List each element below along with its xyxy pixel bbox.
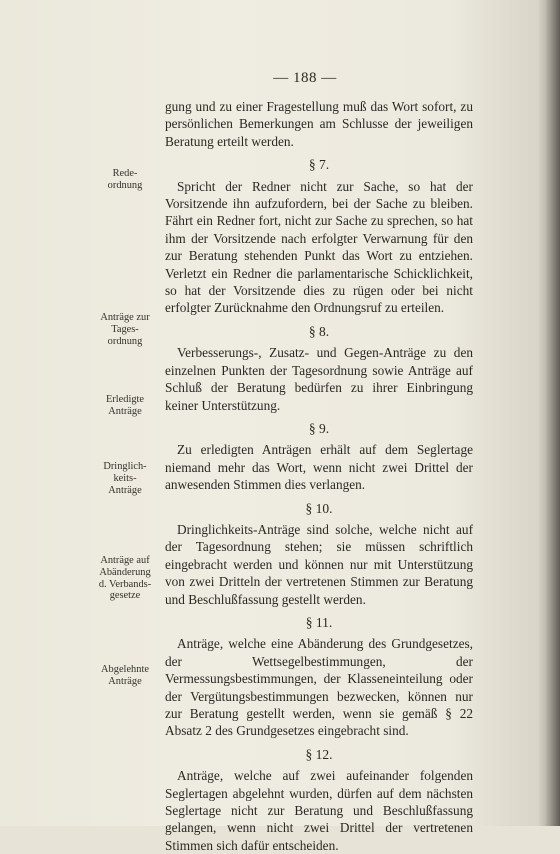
section-heading: § 11. [305, 614, 333, 630]
margin-note-dringlichkeits-antraege: Dringlich- keits- Anträge [103, 461, 147, 496]
section-paragraph: Anträge, welche eine Abänderung des Grundgesetzes, der Wettsegelbestimmungen, der Vermessungsbestimmungen, der Klasseneinteilung oder der Vergütungsbestimmungen bezwecken, können nur zur Beratung gestellt werden, wenn sie gemäß § 22 Absatz 2 des Grundgesetzes eingebracht sind. [165, 636, 473, 739]
section-heading: § 8. [308, 323, 330, 339]
section-paragraph: Spricht der Redner nicht zur Sache, so hat der Vorsitzende ihn aufzufordern, bei der Sache zu bleiben. Fährt ein Redner fort, nicht zur Sache zu sprechen, so hat ihm der Vorsitzende nach erfolgter Verwarnung für den zur Beratung stehenden Punkt das Wort zu entziehen. Verletzt ein Redner die parlamentarische Schicklichkeit, so hat der Vorsitzende dies zu rügen oder bei nicht erfolgter Zurücknahme den Ordnungsruf zu erteilen. [165, 178, 473, 316]
margin-note-rede-ordnung: Rede- ordnung [107, 168, 143, 191]
margin-note-abgelehnte-antraege: Abgelehnte Anträge [101, 664, 149, 687]
section-heading: § 9. [308, 420, 330, 436]
section-heading: § 12. [305, 746, 333, 762]
section-heading: § 7. [308, 157, 330, 173]
section-heading: § 10. [305, 500, 333, 516]
margin-note-antraege-tagesordnung: Anträge zur Tages- ordnung [100, 312, 150, 347]
section-paragraph: Dringlichkeits-Anträge sind solche, welche nicht auf der Tagesordnung stehen; sie müssen schriftlich eingebracht werden und können nur mit Unterstützung von zwei Dritteln der vertretenen Stimmen zur Beratung und Beschlußfassung gestellt werden. [165, 521, 473, 607]
section-paragraph: Anträge, welche auf zwei aufeinander folgenden Seglertagen abgelehnt wurden, dürfen auf dem nächsten Seglertage nicht zur Beratung und Beschlußfassung gelangen, wenn nicht zwei Drittel der vertretenen Stimmen sich dafür entscheiden. [165, 768, 473, 853]
page-number: — 188 — [273, 70, 337, 86]
margin-note-erledigte-antraege: Erledigte Anträge [105, 394, 145, 417]
margin-note-abaenderung-verbandsgesetze: Anträge auf Abänderung d. Verbands- gesetze [98, 555, 152, 602]
section-paragraph: Zu erledigten Anträgen erhält auf dem Seglertage niemand mehr das Wort, wenn nicht zwei Drittel der anwesenden Stimmen dies verlangen. [165, 442, 473, 493]
section-paragraph: Verbesserungs-, Zusatz- und Gegen-Anträge zu den einzelnen Punkten der Tagesordnung sowie Anträge auf Schluß der Beratung bedürfen zu ihrer Einbringung keiner Unterstützung. [165, 345, 473, 413]
intro-paragraph: gung und zu einer Fragestellung muß das Wort sofort, zu persönlichen Bemerkungen am Schlusse der jeweiligen Beratung erteilt werden. [165, 99, 473, 149]
book-spine-shadow [546, 0, 560, 826]
body-text [165, 98, 473, 854]
